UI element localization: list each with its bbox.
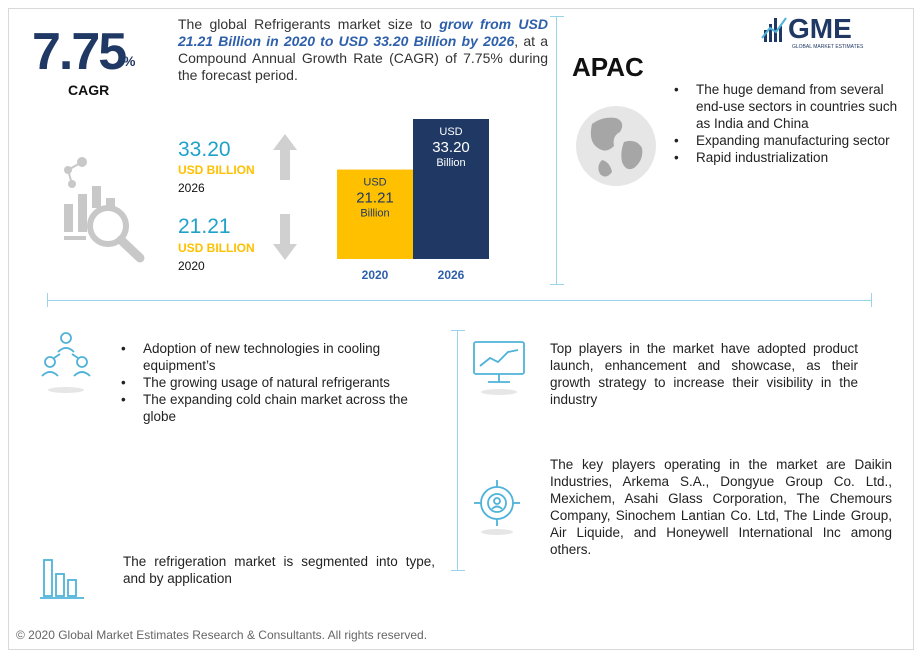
region-points-list [670, 81, 910, 166]
down-arrow-icon [273, 214, 297, 260]
category-label: 2026 [437, 268, 465, 282]
up-arrow-icon [273, 134, 297, 180]
divider-cap [451, 570, 465, 571]
bar-label-top: USD [363, 176, 387, 189]
stat-unit-2020: USD BILLION [178, 241, 255, 255]
divider-cap [550, 284, 564, 285]
cagr-value: 7.75 [32, 23, 126, 81]
stat-unit-2026: USD BILLION [178, 163, 255, 177]
segmentation-text: The refrigeration market is segmented into type, and by application [123, 554, 435, 586]
region-title: APAC [572, 52, 644, 82]
copyright-footer: © 2020 Global Market Estimates Research & Consultants. All rights reserved. [16, 628, 428, 642]
list-item: • The expanding cold chain market across the globe [117, 391, 437, 425]
list-item: • Adoption of new technologies in cooling equipment’s [117, 340, 437, 374]
cagr-label: CAGR [68, 82, 110, 98]
bar-label-value: 21.21 [356, 189, 394, 207]
divider-cap [451, 330, 465, 331]
list-item: • Expanding manufacturing sector [670, 132, 910, 149]
intro-part2: , at a Compound Annual Growth Rate (CAGR) of 7.75% during the forecast period. [178, 33, 548, 83]
intro-highlight: grow from USD 21.21 Billion in 2020 to USD 33.20 Billion by 2026 [178, 16, 548, 49]
people-network-icon [40, 330, 92, 396]
list-item: • Rapid industrialization [670, 149, 910, 166]
strategy-text: Top players in the market have adopted product launch, enhancement and showcase, as their growth strategy to increase their visibility in the industry [550, 341, 858, 407]
monitor-chart-icon [470, 338, 528, 398]
logo-text: GME [788, 13, 852, 44]
intro-text [178, 16, 548, 84]
divider-cap [47, 293, 48, 307]
intro-part1: The global Refrigerants market size to [178, 16, 440, 32]
bar-label-top: USD [439, 126, 463, 138]
segment-bars-icon [40, 552, 86, 600]
divider-vertical-middle [457, 330, 458, 570]
list-item: • The huge demand from several end-use sectors in countries such as India and China [670, 81, 910, 132]
list-item: • The growing usage of natural refrigerants [117, 374, 437, 391]
target-player-icon [472, 478, 522, 536]
divider-horizontal [47, 300, 872, 301]
cagr-percent-sign: % [123, 53, 136, 69]
gme-logo [760, 12, 890, 52]
stat-value-2020: 21.21 [178, 215, 231, 238]
category-label: 2020 [361, 268, 389, 282]
globe-icon [572, 102, 660, 190]
bar-label-bottom: Billion [436, 157, 466, 169]
analytics-magnifier-icon [58, 156, 150, 264]
stat-year-2020: 2020 [178, 259, 205, 273]
divider-vertical-top [556, 16, 557, 285]
key-players-text: The key players operating in the market are Daikin Industries, Arkema S.A., Dongyue Group Co. Ltd., Mexichem, Asahi Glass Corporation, The Chemours Company, Sinochem Lantian Co. Ltd, The Linde Group, Air Liquide, and Honeywell International Inc among others. [550, 457, 892, 557]
stat-year-2026: 2026 [178, 181, 205, 195]
drivers-list [117, 340, 437, 425]
bar-label-bottom: Billion [360, 207, 390, 220]
divider-cap [871, 293, 872, 307]
logo-tagline: GLOBAL MARKET ESTIMATES [792, 44, 864, 50]
market-size-bar-chart [320, 105, 500, 285]
stat-value-2026: 33.20 [178, 138, 231, 161]
bar-label-value: 33.20 [432, 139, 470, 156]
divider-cap [550, 16, 564, 17]
